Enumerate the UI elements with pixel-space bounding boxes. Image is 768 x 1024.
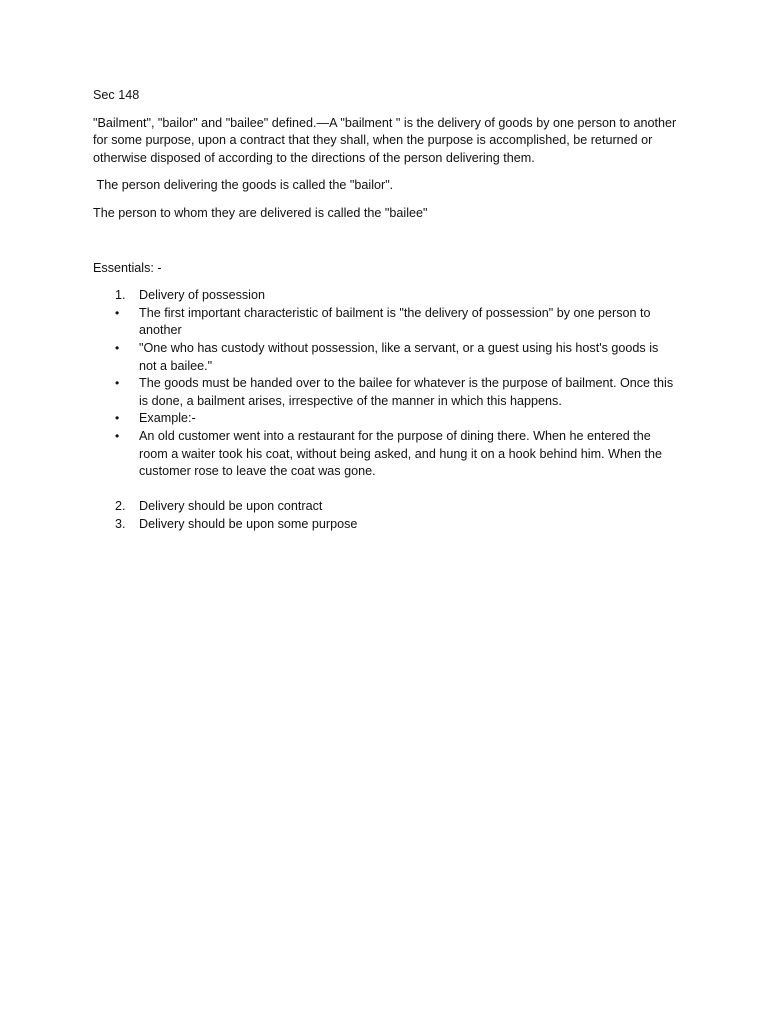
list-item-text: "One who has custody without possession, like a servant, or a guest using his host's goods is not a bailee.": [139, 340, 659, 373]
list-item: [93, 305, 678, 340]
bullet-icon: •: [115, 376, 120, 391]
list-number: 2.: [115, 499, 126, 514]
list-item-text: Delivery should be upon some purpose: [139, 516, 358, 531]
essentials-list: [93, 287, 678, 533]
essentials-heading: Essentials: -: [93, 260, 162, 275]
bailment-definition: "Bailment", "bailor" and "bailee" defined.—A "bailment " is the delivery of goods by one person to another for some purpose, upon a contract that they shall, when the purpose is accomplished, be returned or otherwise disposed of according to the directions of the person delivering them.: [93, 115, 677, 165]
list-item-text: Delivery should be upon contract: [139, 499, 323, 514]
bailor-definition: The person delivering the goods is called the "bailor".: [93, 178, 394, 193]
list-item-text: The first important characteristic of bailment is "the delivery of possession" by one person to another: [139, 305, 651, 338]
list-item: [93, 410, 678, 428]
section-number: Sec 148: [93, 88, 140, 102]
list-number: 3.: [115, 516, 126, 531]
bailee-definition: The person to whom they are delivered is called the "bailee": [93, 205, 428, 220]
list-item-text: An old customer went into a restaurant for the purpose of dining there. When he entered the room a waiter took his coat, without being asked, and hung it on a hook behind him. When the customer rose to leave the coat was gone.: [139, 428, 662, 479]
bullet-icon: •: [115, 305, 120, 320]
bullet-icon: •: [115, 428, 120, 443]
list-number: 1.: [115, 288, 126, 303]
list-item-text: Example:-: [139, 411, 196, 426]
list-item: [93, 340, 678, 375]
list-item: [93, 498, 678, 516]
bullet-icon: •: [115, 340, 120, 355]
document-body: [93, 87, 678, 533]
bullet-icon: •: [115, 411, 120, 426]
list-item-text: The goods must be handed over to the bailee for whatever is the purpose of bailment. Once this is done, a bailment arises, irrespective of the manner in which this happens.: [139, 376, 674, 408]
list-item: [93, 516, 678, 534]
list-item: [93, 375, 678, 410]
list-item-text: Delivery of possession: [139, 288, 265, 303]
list-item: [93, 287, 678, 305]
list-item: [93, 428, 678, 481]
